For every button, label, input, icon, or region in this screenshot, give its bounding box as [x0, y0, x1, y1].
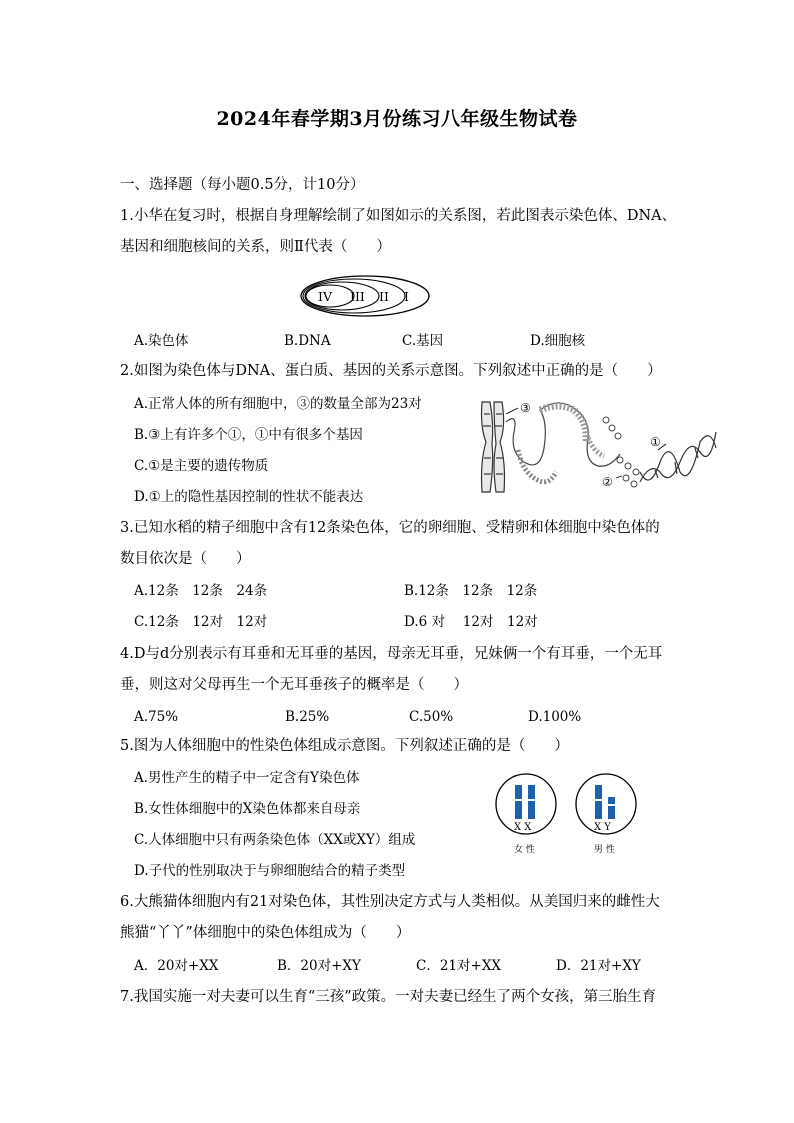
q4-option-c: C.50%: [409, 709, 454, 725]
question-5-line-1: 5.图为人体细胞中的性染色体组成示意图。下列叙述正确的是（ ）: [120, 738, 569, 754]
question-3-line-2: 数目依次是（ ）: [120, 551, 251, 567]
chromosome-illustration: [482, 402, 505, 492]
diagram-label-iv: IV: [318, 289, 332, 304]
q1-option-b: B.DNA: [284, 333, 331, 349]
section-heading: 一、选择题（每小题0.5分，计10分）: [120, 177, 365, 193]
question-4-line-2: 垂，则这对父母再生一个无耳垂孩子的概率是（ ）: [120, 677, 468, 693]
page-title: 2024年春学期3月份练习八年级生物试卷: [216, 108, 578, 130]
figure-label-1: ①: [650, 435, 661, 449]
diagram-label-ii: II: [379, 289, 389, 304]
q6-option-c: C．21对+XX: [416, 958, 502, 974]
q3-option-d: D.6 对 12对 12对: [404, 614, 538, 630]
q1-option-d: D.细胞核: [530, 333, 586, 349]
question-2-line-1: 2.如图为染色体与DNA、蛋白质、基因的关系示意图。下列叙述中正确的是（ ）: [120, 363, 662, 379]
q4-option-a: A.75%: [134, 709, 179, 725]
q1-option-a: A.染色体: [134, 333, 189, 349]
q6-option-b: B．20对+XY: [277, 958, 361, 974]
q6-option-a: A．20对+XX: [134, 958, 219, 974]
diagram-label-iii: III: [350, 289, 365, 304]
q5-option-a: A.男性产生的精子中一定含有Y染色体: [134, 770, 360, 786]
question-1-line-1: 1.小华在复习时，根据自身理解绘制了如图如示的关系图，若此图表示染色体、DNA、: [120, 208, 677, 224]
figure-label-3: ③: [520, 401, 531, 415]
question-7-line-1: 7.我国实施一对夫妻可以生育“三孩”政策。一对夫妻已经生了两个女孩，第三胎生育: [120, 989, 657, 1005]
female-cell: [496, 774, 556, 855]
q2-option-b: B.③上有许多个①，①中有很多个基因: [134, 427, 363, 443]
q6-option-d: D．21对+XY: [556, 958, 641, 974]
nested-ellipse-diagram: [298, 272, 434, 322]
q1-option-c: C.基因: [402, 333, 444, 349]
q3-option-b: B.12条 12条 12条: [404, 583, 538, 599]
q3-option-a: A.12条 12条 24条: [134, 583, 268, 599]
question-3-line-1: 3.已知水稻的精子细胞中含有12条染色体，它的卵细胞、受精卵和体细胞中染色体的: [120, 520, 660, 536]
q5-option-b: B.女性体细胞中的X染色体都来自母亲: [134, 801, 361, 817]
diagram-label-i: I: [404, 289, 409, 304]
female-label: 女 性: [514, 845, 535, 855]
question-1-line-2: 基因和细胞核间的关系，则Ⅱ代表（ ）: [120, 239, 391, 255]
q3-option-c: C.12条 12对 12对: [134, 614, 268, 630]
figure-label-2: ②: [602, 475, 613, 489]
male-label: 男 性: [594, 845, 615, 855]
female-chromosome-label: X X: [514, 822, 532, 833]
question-6-line-1: 6.大熊猫体细胞内有21对染色体，其性别决定方式与人类相似。从美国归来的雌性大: [120, 894, 660, 910]
sex-chromosome-figure: [494, 772, 644, 858]
chromosome-dna-figure: [470, 392, 720, 502]
q4-option-d: D.100%: [528, 709, 582, 725]
male-chromosome-label: X Y: [594, 822, 611, 833]
question-4-line-1: 4.D与d分别表示有耳垂和无耳垂的基因，母亲无耳垂，兄妹俩一个有耳垂，一个无耳: [120, 646, 663, 662]
q2-option-a: A.正常人体的所有细胞中，③的数量全部为23对: [134, 396, 422, 412]
q5-option-d: D.子代的性别取决于与卵细胞结合的精子类型: [134, 863, 406, 879]
q2-option-c: C.①是主要的遗传物质: [134, 458, 269, 474]
q4-option-b: B.25%: [285, 709, 330, 725]
question-6-line-2: 熊猫“丫丫”体细胞中的染色体组成为（ ）: [120, 925, 411, 941]
male-cell: [576, 774, 636, 855]
q2-option-d: D.①上的隐性基因控制的性状不能表达: [134, 489, 364, 505]
q5-option-c: C.人体细胞中只有两条染色体（XX或XY）组成: [134, 832, 416, 848]
